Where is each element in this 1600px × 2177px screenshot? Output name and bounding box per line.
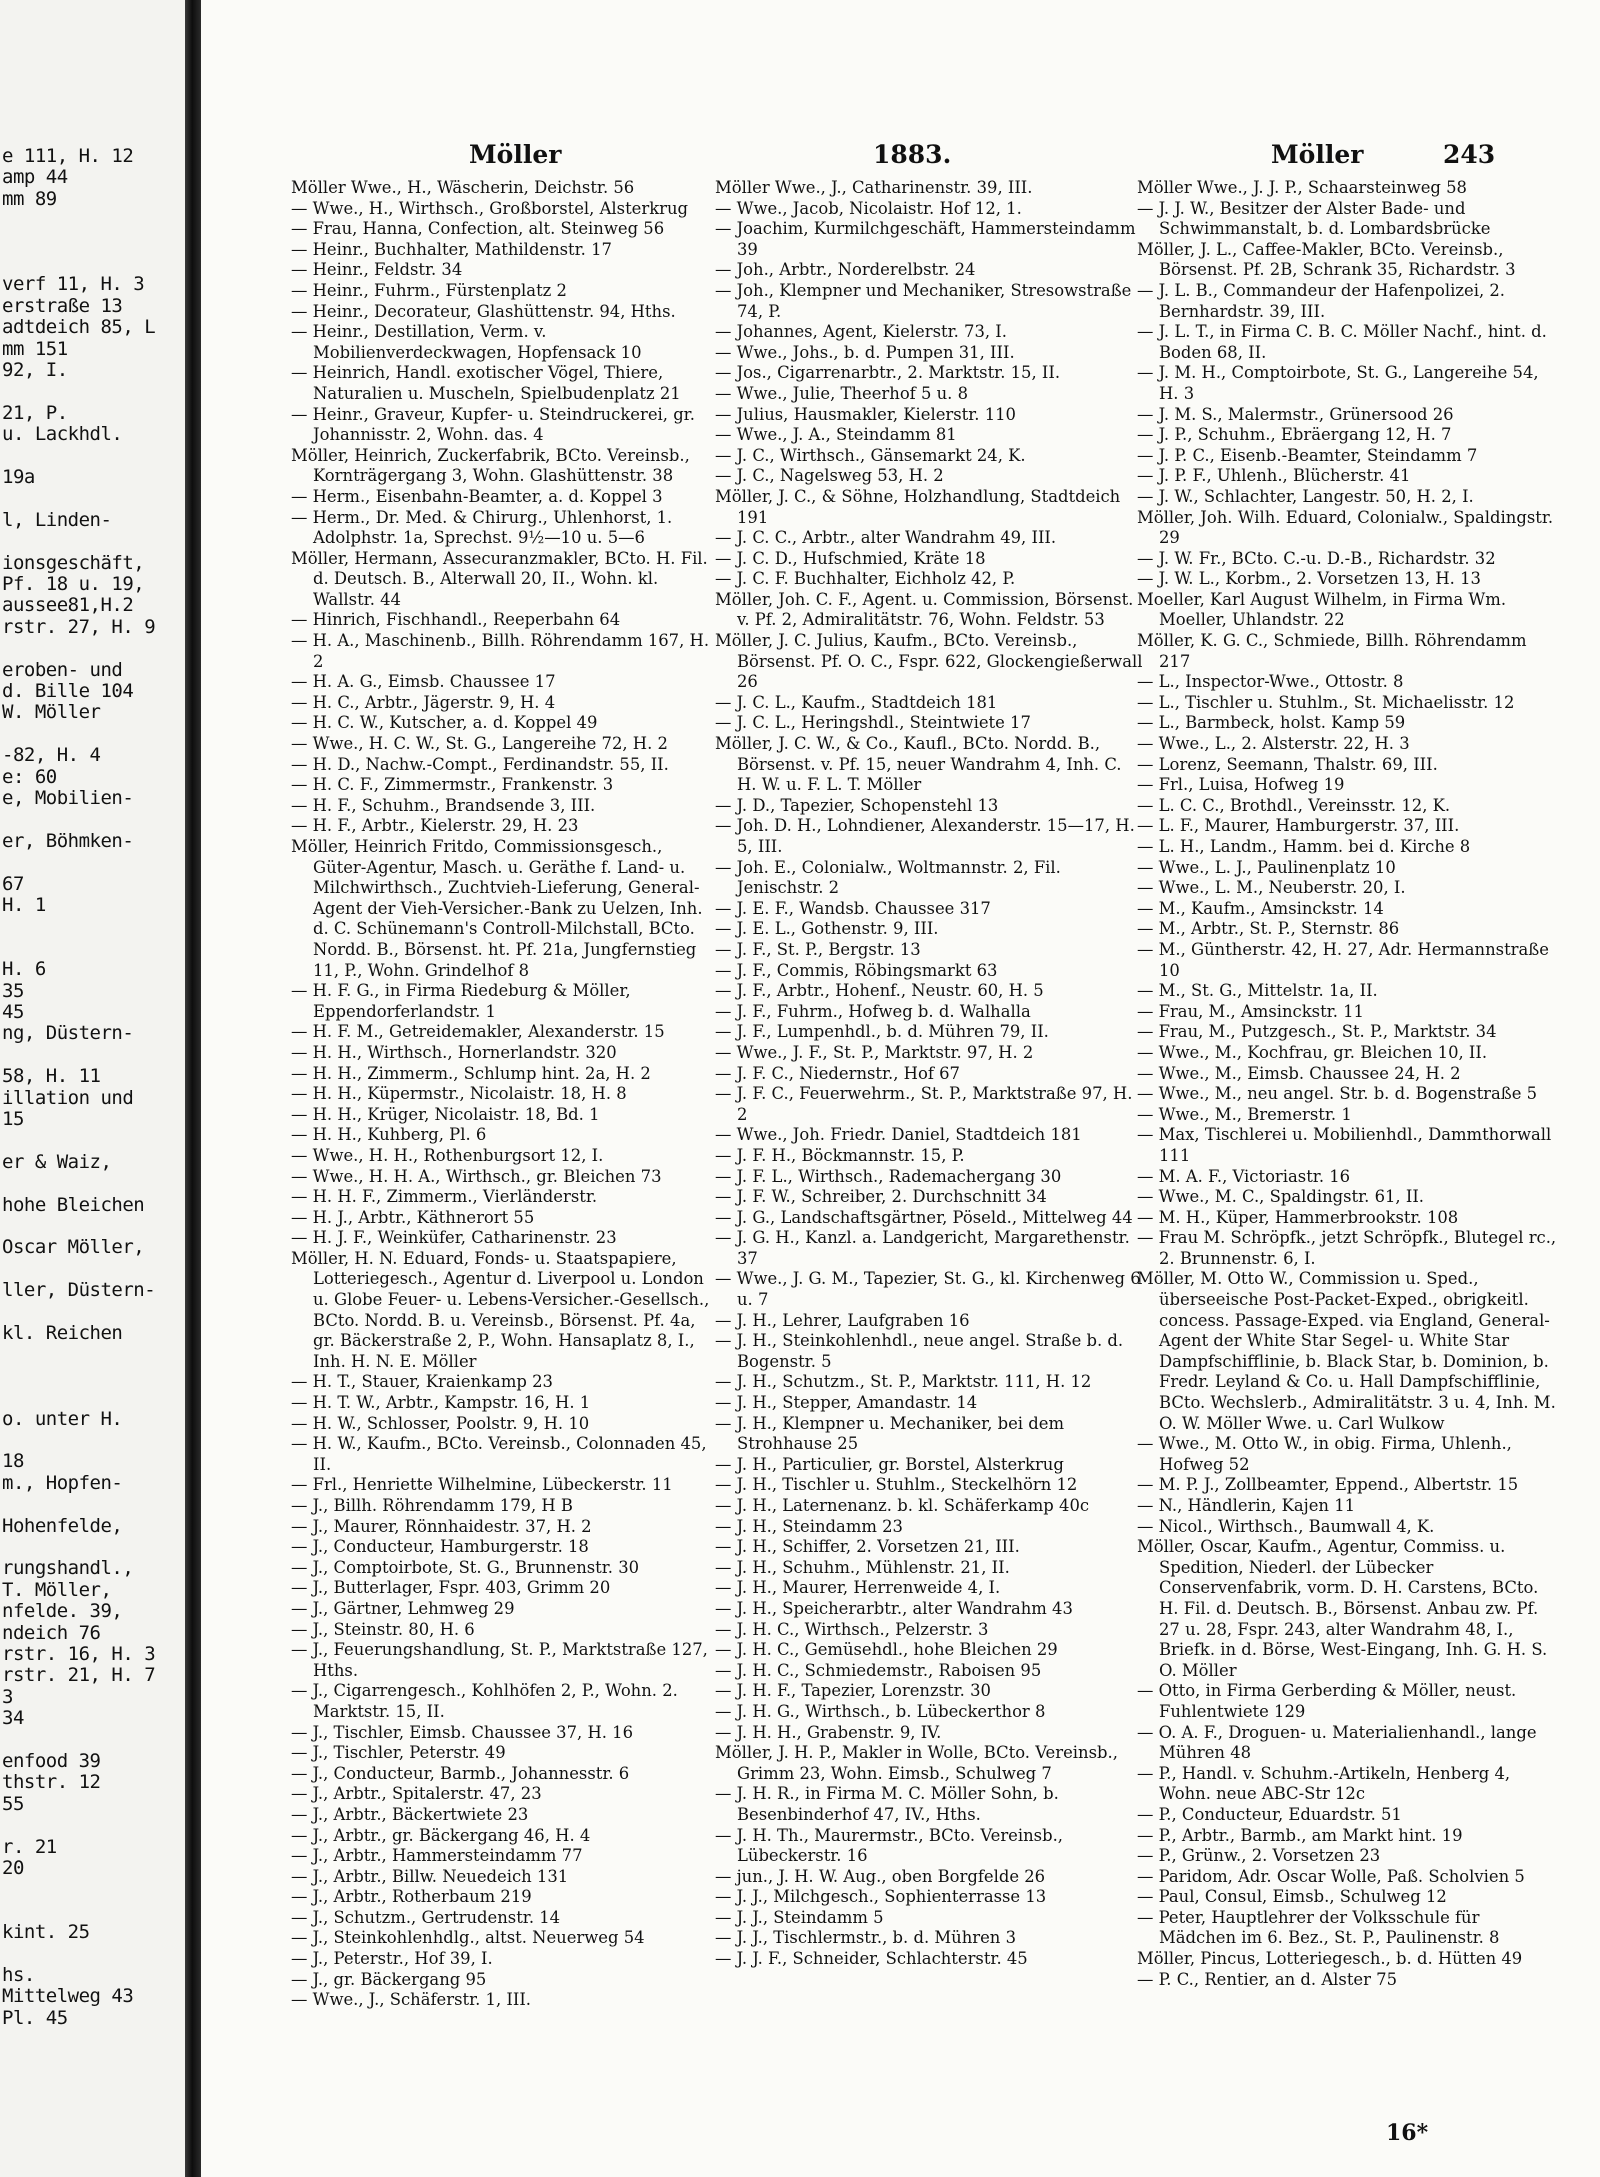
directory-entry: — J. H. H., Grabenstr. 9, IV. [715, 1722, 942, 1742]
directory-entry: — Johannes, Agent, Kielerstr. 73, I. [715, 322, 1007, 342]
left-page-text-fragment: rstr. 27, H. 9 [2, 615, 156, 638]
left-page-text-fragment: erstraße 13 [2, 294, 123, 317]
directory-entry: — H. J. F., Weinküfer, Catharinenstr. 23 [291, 1228, 617, 1248]
directory-entry: — H. C. W., Kutscher, a. d. Koppel 49 [291, 713, 598, 733]
directory-entry: — Heinrich, Handl. exotischer Vögel, Thiere, Naturalien u. Muscheln, Spielbudenplatz 21 [291, 363, 681, 403]
directory-entry: — H. C. F., Zimmermstr., Frankenstr. 3 [291, 775, 614, 795]
directory-entry: — Hinrich, Fischhandl., Reeperbahn 64 [291, 610, 621, 630]
directory-entry: — J., Comptoirbote, St. G., Brunnenstr. 30 [291, 1557, 640, 1577]
directory-entry: — J., Butterlager, Fspr. 403, Grimm 20 [291, 1578, 611, 1598]
directory-entry: — J. H. C., Wirthsch., Pelzerstr. 3 [715, 1619, 989, 1639]
directory-entry: — L. F., Maurer, Hamburgerstr. 37, III. [1137, 816, 1460, 836]
directory-entry: — H. A., Maschinenb., Billh. Röhrendamm 167, H. 2 [291, 631, 710, 671]
left-page-text-fragment: 34 [2, 1707, 24, 1730]
column-2 [715, 178, 1143, 2138]
directory-entry: — J., Peterstr., Hof 39, I. [291, 1949, 493, 1969]
directory-entry: — Herm., Eisenbahn-Beamter, a. d. Koppel 3 [291, 486, 663, 506]
directory-entry: — H. F. G., in Firma Riedeburg & Möller, Eppendorferlandstr. 1 [291, 981, 631, 1021]
directory-entry: — J. H., Particulier, gr. Borstel, Alsterkrug [715, 1454, 1064, 1474]
directory-entry: — J. H. G., Wirthsch., b. Lübeckerthor 8 [715, 1701, 1046, 1721]
directory-entry: — Frl., Henriette Wilhelmine, Lübeckerstr. 11 [291, 1475, 673, 1495]
left-page-text-fragment: e: 60 [2, 765, 57, 788]
directory-entry: — J. P. C., Eisenb.-Beamter, Steindamm 7 [1137, 445, 1478, 465]
directory-entry: — Wwe., L. M., Neuberstr. 20, I. [1137, 878, 1406, 898]
left-page-text-fragment: ndeich 76 [2, 1621, 101, 1644]
directory-entry: — J. H. R., in Firma M. C. Möller Sohn, b. Besenbinderhof 47, IV., Hths. [715, 1784, 1059, 1824]
directory-entry: — J. P., Schuhm., Ebräergang 12, H. 7 [1137, 425, 1452, 445]
directory-entry: — J. E. F., Wandsb. Chaussee 317 [715, 898, 991, 918]
directory-entry: Möller, Heinrich Fritdo, Commissionsgesch., Güter-Agentur, Masch. u. Geräthe f. Land- u. Milchwirthsch., Zuchtvieh-Lieferung, General-Agent der Vieh-Versicher.-Bank zu Uelzen, Inh. d. C. Schünemann's Controll-Milchstall, BCto. Nordd. B., Börsenst. ht. Pf. 21a, Jungfernstieg 11, P., Wohn. Grindelhof 8 [291, 837, 703, 980]
directory-entry: — H. H., Kuhberg, Pl. 6 [291, 1125, 487, 1145]
directory-entry: — Herm., Dr. Med. & Chirurg., Uhlenhorst, 1. Adolphstr. 1a, Sprechst. 9½—10 u. 5—6 [291, 507, 673, 548]
directory-entry: — J., Steinkohlenhdlg., altst. Neuerweg 54 [291, 1928, 645, 1948]
left-page-text-fragment: 67 [2, 872, 24, 895]
left-page-text-fragment: ller, Düstern- [2, 1279, 156, 1302]
directory-entry: — H. T., Stauer, Kraienkamp 23 [291, 1372, 553, 1392]
directory-entry: — Frl., Luisa, Hofweg 19 [1137, 775, 1345, 795]
left-page-text-fragment: enfood 39 [2, 1750, 101, 1772]
directory-entry: — Wwe., J., Schäferstr. 1, III. [291, 1990, 532, 2010]
directory-entry: — Wwe., M. C., Spaldingstr. 61, II. [1137, 1187, 1425, 1207]
directory-entry: — J., Conducteur, Barmb., Johannesstr. 6 [291, 1763, 630, 1783]
directory-entry: — Frau, Hanna, Confection, alt. Steinweg 56 [291, 219, 665, 239]
directory-entry: Möller, H. N. Eduard, Fonds- u. Staatspapiere, Lotteriegesch., Agentur d. Liverpool u. London u. Globe Feuer- u. Lebens-Versicher.-Gesellsch., BCto. Nordd. B. u. Vereinsb., Börsenst. Pf. 4a, gr. Bäckerstraße 2, P., Wohn. Hansaplatz 8, I., Inh. H. N. E. Möller [291, 1248, 710, 1371]
left-page-text-fragment: eroben- und [2, 658, 123, 681]
directory-entry: Möller, Pincus, Lotteriegesch., b. d. Hütten 49 [1137, 1949, 1523, 1969]
left-page-text-fragment: 45 [2, 1001, 24, 1023]
directory-entry: — J., Arbtr., Billw. Neuedeich 131 [291, 1866, 569, 1886]
directory-entry: — L. H., Landm., Hamm. bei d. Kirche 8 [1137, 837, 1471, 856]
directory-entry: — O. A. F., Droguen- u. Materialienhandl., lange Mühren 48 [1137, 1722, 1537, 1763]
directory-entry: — J. H., Speicherarbtr., alter Wandrahm 43 [715, 1598, 1073, 1618]
directory-entry: — Wwe., H. C. W., St. G., Langereihe 72, H. 2 [291, 734, 668, 754]
directory-entry: Möller, K. G. C., Schmiede, Billh. Röhrendamm 217 [1137, 631, 1527, 671]
directory-entry: — H. H., Zimmerm., Schlump hint. 2a, H. 2 [291, 1063, 651, 1083]
directory-entry: — J. H., Laternenanz. b. kl. Schäferkamp 40c [715, 1496, 1090, 1515]
directory-entry: — J. W., Schlachter, Langestr. 50, H. 2, I. [1137, 486, 1474, 506]
directory-entry: — Wwe., H. H. A., Wirthsch., gr. Bleichen 73 [291, 1166, 662, 1186]
directory-entry: — Wwe., Johs., b. d. Pumpen 31, III. [715, 342, 1015, 362]
directory-entry: — H. A. G., Eimsb. Chaussee 17 [291, 672, 556, 692]
directory-entry: — H. W., Kaufm., BCto. Vereinsb., Colonnaden 45, II. [291, 1434, 707, 1474]
directory-entry: — L., Inspector-Wwe., Ottostr. 8 [1137, 672, 1404, 692]
left-page-text-fragment: W. Möller [2, 701, 101, 724]
left-page-text-fragment: illation und [2, 1086, 134, 1109]
directory-entry: — J. M. H., Comptoirbote, St. G., Langereihe 54, H. 3 [1137, 363, 1539, 403]
directory-entry: Moeller, Karl August Wilhelm, in Firma Wm. Moeller, Uhlandstr. 22 [1137, 589, 1507, 630]
directory-entry: — J. J., Tischlermstr., b. d. Mühren 3 [715, 1928, 1016, 1948]
directory-entry: — J. P. F., Uhlenh., Blücherstr. 41 [1137, 466, 1411, 486]
left-page-text-fragment: 15 [2, 1108, 24, 1130]
directory-entry: — Lorenz, Seemann, Thalstr. 69, III. [1137, 754, 1438, 774]
directory-entry: — J. D., Tapezier, Schopenstehl 13 [715, 795, 999, 815]
directory-entry: — J. H. Th., Maurermstr., BCto. Vereinsb., Lübeckerstr. 16 [715, 1825, 1064, 1866]
directory-entry: — J., Steinstr. 80, H. 6 [291, 1619, 475, 1639]
directory-entry: — J. H., Schuhm., Mühlenstr. 21, II. [715, 1557, 1010, 1577]
directory-page [201, 0, 1600, 2177]
left-page-text-fragment: amp 44 [2, 166, 68, 189]
left-page-text-fragment: kint. 25 [2, 1921, 90, 1944]
directory-entry: — J. J. W., Besitzer der Alster Bade- und Schwimmanstalt, b. d. Lombardsbrücke [1137, 198, 1491, 239]
directory-entry: — Wwe., J. A., Steindamm 81 [715, 425, 957, 445]
page-number: 243 [1443, 140, 1496, 169]
directory-entry: Möller, Joh. C. F., Agent. u. Commission, Börsenst. v. Pf. 2, Admiralitätstr. 76, Wohn. Feldstr. 53 [715, 589, 1134, 630]
directory-entry: Möller, Joh. Wilh. Eduard, Colonialw., Spaldingstr. 29 [1137, 507, 1554, 548]
left-page-fragment [0, 0, 185, 2177]
directory-entry: — J. H. C., Gemüsehdl., hohe Bleichen 29 [715, 1640, 1058, 1660]
header-right-keyword: Möller [1271, 140, 1364, 169]
directory-entry: — J. H., Stepper, Amandastr. 14 [715, 1393, 978, 1413]
directory-entry: — J. F., Fuhrm., Hofweg b. d. Walhalla [715, 1001, 1031, 1021]
directory-entry: — Wwe., Julie, Theerhof 5 u. 8 [715, 383, 969, 403]
directory-entry: — J. C. C., Arbtr., alter Wandrahm 49, III. [715, 528, 1057, 548]
directory-entry: — J., Arbtr., Bäckertwiete 23 [291, 1804, 529, 1824]
left-page-text-fragment: rstr. 16, H. 3 [2, 1643, 156, 1665]
left-page-text-fragment: u. Lackhdl. [2, 423, 123, 446]
directory-entry: — J. F., St. P., Bergstr. 13 [715, 939, 921, 959]
directory-entry: — J., Cigarrengesch., Kohlhöfen 2, P., Wohn. 2. Marktstr. 15, II. [291, 1681, 678, 1721]
directory-entry: — Wwe., J. G. M., Tapezier, St. G., kl. Kirchenweg 6 u. 7 [715, 1269, 1141, 1310]
left-page-text-fragment: thstr. 12 [2, 1771, 101, 1794]
left-page-text-fragment: mm 89 [2, 187, 57, 210]
directory-entry: — J. G. H., Kanzl. a. Landgericht, Margarethenstr. 37 [715, 1228, 1130, 1268]
directory-entry: — J. J., Steindamm 5 [715, 1907, 884, 1927]
directory-entry: — Heinr., Fuhrm., Fürstenplatz 2 [291, 280, 567, 300]
directory-entry: — H. F., Schuhm., Brandsende 3, III. [291, 795, 596, 815]
directory-entry: — M. A. F., Victoriastr. 16 [1137, 1166, 1351, 1186]
left-page-text-fragment: 19a [2, 466, 35, 488]
left-page-text-fragment: Oscar Möller, [2, 1236, 145, 1259]
directory-entry: — J. C., Nagelsweg 53, H. 2 [715, 466, 944, 486]
directory-entry: — H. F., Arbtr., Kielerstr. 29, H. 23 [291, 816, 579, 836]
directory-entry: — J. C. L., Heringshdl., Steintwiete 17 [715, 713, 1031, 733]
left-page-text-fragment: rstr. 21, H. 7 [2, 1664, 156, 1687]
directory-entry: — J., Maurer, Rönnhaidestr. 37, H. 2 [291, 1516, 592, 1536]
directory-entry: — Paridom, Adr. Oscar Wolle, Paß. Scholvien 5 [1137, 1866, 1525, 1886]
column-1 [291, 178, 711, 2138]
directory-entry: — Max, Tischlerei u. Mobilienhdl., Dammthorwall 111 [1137, 1125, 1552, 1165]
directory-entry: — P., Handl. v. Schuhm.-Artikeln, Henberg 4, Wohn. neue ABC-Str 12c [1137, 1763, 1511, 1804]
directory-entry: — Frau M. Schröpfk., jetzt Schröpfk., Blutegel rc., 2. Brunnenstr. 6, I. [1137, 1228, 1557, 1268]
left-page-text-fragment: aussee81,H.2 [2, 594, 134, 617]
directory-entry: — J. J. F., Schneider, Schlachterstr. 45 [715, 1949, 1028, 1969]
directory-entry: — Jos., Cigarrenarbtr., 2. Marktstr. 15, II. [715, 363, 1061, 383]
left-page-text-fragment: 58, H. 11 [2, 1065, 101, 1088]
directory-entry: — Heinr., Feldstr. 34 [291, 260, 463, 280]
directory-entry: — J. F., Commis, Röbingsmarkt 63 [715, 960, 998, 980]
left-page-text-fragment: e, Mobilien- [2, 787, 134, 809]
directory-entry: — H. C., Arbtr., Jägerstr. 9, H. 4 [291, 692, 556, 712]
page-header [201, 140, 1600, 176]
directory-entry: — N., Händlerin, Kajen 11 [1137, 1496, 1356, 1515]
directory-entry: — Wwe., M., neu angel. Str. b. d. Bogenstraße 5 [1137, 1084, 1538, 1104]
left-page-text-fragment: 3 [2, 1685, 13, 1708]
left-page-text-fragment: mm 151 [2, 337, 68, 360]
directory-entry: — M. H., Küper, Hammerbrookstr. 108 [1137, 1207, 1459, 1227]
directory-entry: — J. L. B., Commandeur der Hafenpolizei, 2. Bernhardstr. 39, III. [1137, 280, 1506, 321]
left-page-text-fragment: hs. [2, 1964, 35, 1986]
left-page-text-fragment: hohe Bleichen [2, 1193, 145, 1216]
directory-entry: Möller, J. C., & Söhne, Holzhandlung, Stadtdeich 191 [715, 486, 1121, 527]
directory-entry: — J. C. L., Kaufm., Stadtdeich 181 [715, 692, 998, 712]
directory-entry: — J., Arbtr., Rotherbaum 219 [291, 1887, 532, 1907]
directory-entry: — H. T. W., Arbtr., Kampstr. 16, H. 1 [291, 1393, 591, 1413]
directory-entry: — Paul, Consul, Eimsb., Schulweg 12 [1137, 1887, 1447, 1907]
directory-entry: — J., Schutzm., Gertrudenstr. 14 [291, 1907, 561, 1927]
directory-entry: — H. H., Krüger, Nicolaistr. 18, Bd. 1 [291, 1104, 600, 1124]
left-page-text-fragment: rungshandl., [2, 1557, 134, 1580]
header-left-keyword: Möller [469, 140, 562, 169]
left-page-text-fragment: d. Bille 104 [2, 680, 134, 702]
left-page-text-fragment: kl. Reichen [2, 1322, 123, 1344]
directory-entry: — J. W. L., Korbm., 2. Vorsetzen 13, H. 13 [1137, 569, 1481, 589]
directory-entry: — M., St. G., Mittelstr. 1a, II. [1137, 981, 1378, 1001]
directory-entry: — J. F. L., Wirthsch., Rademachergang 30 [715, 1166, 1062, 1186]
directory-entry: — P., Grünw., 2. Vorsetzen 23 [1137, 1846, 1381, 1866]
directory-entry: — P., Conducteur, Eduardstr. 51 [1137, 1804, 1402, 1824]
directory-entry: — J. F. W., Schreiber, 2. Durchschnitt 34 [715, 1187, 1047, 1207]
directory-entry: — Wwe., Joh. Friedr. Daniel, Stadtdeich 181 [715, 1125, 1082, 1145]
directory-entry: — M., Güntherstr. 42, H. 27, Adr. Hermannstraße 10 [1137, 939, 1549, 980]
left-page-text-fragment: 18 [2, 1450, 24, 1473]
directory-entry: — Joh., Klempner und Mechaniker, Stresowstraße 74, P. [715, 280, 1132, 321]
directory-entry: — Joh. E., Colonialw., Woltmannstr. 2, Fil. Jenischstr. 2 [715, 857, 1061, 898]
directory-entry: — Wwe., M., Eimsb. Chaussee 24, H. 2 [1137, 1063, 1461, 1083]
directory-entry: — J. H. C., Schmiedemstr., Raboisen 95 [715, 1660, 1042, 1680]
directory-entry: — J. W. Fr., BCto. C.-u. D.-B., Richardstr. 32 [1137, 548, 1496, 568]
left-page-text-fragment: o. unter H. [2, 1407, 123, 1430]
directory-entry: — H. H., Wirthsch., Hornerlandstr. 320 [291, 1042, 617, 1062]
directory-entry: — H. H., Küpermstr., Nicolaistr. 18, H. 8 [291, 1084, 627, 1104]
directory-entry: — P. C., Rentier, an d. Alster 75 [1137, 1969, 1398, 1989]
left-page-text-fragment: Pf. 18 u. 19, [2, 573, 145, 595]
directory-entry: — Heinr., Destillation, Verm. v. Mobilienverdeckwagen, Hopfensack 10 [291, 322, 642, 362]
directory-entry: — Wwe., M., Kochfrau, gr. Bleichen 10, II. [1137, 1042, 1488, 1062]
directory-entry: — L., Tischler u. Stuhlm., St. Michaelisstr. 12 [1137, 692, 1515, 712]
directory-entry: — J., Arbtr., Spitalerstr. 47, 23 [291, 1784, 542, 1804]
directory-entry: — Heinr., Graveur, Kupfer- u. Steindruckerei, gr. Johannisstr. 2, Wohn. das. 4 [291, 404, 695, 445]
directory-entry: Möller, Oscar, Kaufm., Agentur, Commiss. u. Spedition, Niederl. der Lübecker Conservenfabrik, vorm. D. H. Carstens, BCto. H. Fil. d. Deutsch. B., Börsenst. Anbau zw. Pf. 27 u. 28, Fspr. 243, alter Wandrahm 48, I., Briefk. in d. Börse, West-Eingang, Inh. G. H. S. O. Möller [1137, 1537, 1548, 1680]
directory-entry: — J., Conducteur, Hamburgerstr. 18 [291, 1537, 589, 1557]
left-page-text-fragment: 55 [2, 1792, 24, 1815]
directory-entry: — M., Arbtr., St. P., Sternstr. 86 [1137, 919, 1400, 939]
left-page-text-fragment: -82, H. 4 [2, 744, 101, 767]
directory-entry: — J. H., Steindamm 23 [715, 1516, 903, 1536]
directory-entry: — jun., J. H. W. Aug., oben Borgfelde 26 [715, 1866, 1046, 1886]
directory-entry: — M., Kaufm., Amsinckstr. 14 [1137, 898, 1384, 918]
left-page-text-fragment: e 111, H. 12 [2, 145, 134, 167]
directory-entry: — Wwe., M., Bremerstr. 1 [1137, 1104, 1352, 1124]
directory-entry: — H. H. F., Zimmerm., Vierländerstr. [291, 1187, 598, 1207]
directory-entry: — J. C., Wirthsch., Gänsemarkt 24, K. [715, 445, 1026, 465]
directory-entry: Möller Wwe., J. J. P., Schaarsteinweg 58 [1137, 178, 1467, 197]
directory-entry: — J. H. F., Tapezier, Lorenzstr. 30 [715, 1681, 991, 1701]
directory-entry: — Wwe., L., 2. Alsterstr. 22, H. 3 [1137, 734, 1410, 754]
signature-mark: 16* [1386, 2120, 1429, 2146]
directory-entry: — Wwe., H. H., Rothenburgsort 12, I. [291, 1145, 604, 1165]
directory-entry: — Wwe., M. Otto W., in obig. Firma, Uhlenh., Hofweg 52 [1137, 1434, 1512, 1474]
directory-entry: — J., Gärtner, Lehmweg 29 [291, 1598, 515, 1618]
directory-entry: — J., Arbtr., Hammersteindamm 77 [291, 1846, 583, 1866]
directory-entry: Möller Wwe., J., Catharinenstr. 39, III. [715, 178, 1033, 197]
directory-entry: Möller, J. C. W., & Co., Kaufl., BCto. Nordd. B., Börsenst. v. Pf. 15, neuer Wandrahm 4, Inh. C. H. W. u. F. L. T. Möller [715, 734, 1122, 795]
left-page-text-fragment: r. 21 [2, 1835, 57, 1858]
directory-entry: — J., Billh. Röhrendamm 179, H B [291, 1496, 573, 1515]
directory-entry: — J. L. T., in Firma C. B. C. Möller Nachf., hint. d. Boden 68, II. [1137, 322, 1547, 362]
directory-entry: — J., Arbtr., gr. Bäckergang 46, H. 4 [291, 1825, 591, 1845]
directory-entry: — J. C. F. Buchhalter, Eichholz 42, P. [715, 569, 1016, 589]
directory-entry: — J. G., Landschaftsgärtner, Pöseld., Mittelweg 44 [715, 1207, 1133, 1227]
left-page-text-fragment: verf 11, H. 3 [2, 273, 145, 296]
left-page-text-fragment: 20 [2, 1857, 24, 1879]
directory-entry: — L., Barmbeck, holst. Kamp 59 [1137, 713, 1406, 733]
directory-entry: — Wwe., H., Wirthsch., Großborstel, Alsterkrug [291, 198, 689, 218]
directory-entry: — Peter, Hauptlehrer der Volksschule für Mädchen im 6. Bez., St. P., Paulinenstr. 8 [1137, 1907, 1500, 1948]
directory-entry: — J., Tischler, Peterstr. 49 [291, 1743, 506, 1763]
directory-entry: — J. F. C., Feuerwehrm., St. P., Marktstraße 97, H. 2 [715, 1084, 1133, 1124]
directory-entry: Möller, M. Otto W., Commission u. Sped., überseeische Post-Packet-Exped., obrigkeitl. concess. Passage-Exped. via England, General-Agent der White Star Segel- u. White Star Dampfschifflinie, b. Black Star, b. Dominion, b. Fredr. Leyland & Co. u. Hall Dampfschifflinie, BCto. Wechslerb., Admiralitätstr. 3 u. 4, Inh. M. O. W. Möller Wwe. u. Carl Wulkow [1137, 1269, 1556, 1433]
left-page-text-fragment: 35 [2, 979, 24, 1002]
directory-entry: — J. F. C., Niedernstr., Hof 67 [715, 1063, 960, 1083]
directory-entry: — H. W., Schlosser, Poolstr. 9, H. 10 [291, 1413, 590, 1433]
directory-entry: — J. H., Steinkohlenhdl., neue angel. Straße b. d. Bogenstr. 5 [715, 1331, 1124, 1371]
directory-entry: — Wwe., J. F., St. P., Marktstr. 97, H. 2 [715, 1042, 1034, 1062]
left-page-text-fragment: l, Linden- [2, 508, 112, 531]
left-page-text-fragment: nfelde. 39, [2, 1600, 123, 1623]
directory-entry: — Frau, M., Putzgesch., St. P., Marktstr. 34 [1137, 1022, 1497, 1042]
directory-entry: — Wwe., Jacob, Nicolaistr. Hof 12, 1. [715, 198, 1022, 218]
left-page-text-fragment: 21, P. [2, 401, 68, 424]
directory-entry: — J. J., Milchgesch., Sophienterrasse 13 [715, 1887, 1047, 1907]
left-page-text-fragment: adtdeich 85, L [2, 316, 156, 339]
directory-entry: — J. H., Schutzm., St. P., Marktstr. 111, H. 12 [715, 1372, 1092, 1392]
left-page-text-fragment: ng, Düstern- [2, 1022, 134, 1045]
header-year: 1883. [873, 140, 952, 169]
left-page-text-fragment: Mittelweg 43 [2, 1985, 134, 2008]
directory-entry: Möller, J. H. P., Makler in Wolle, BCto. Vereinsb., Grimm 23, Wohn. Eimsb., Schulweg 7 [715, 1743, 1118, 1783]
directory-entry: — J. C. D., Hufschmied, Kräte 18 [715, 548, 986, 568]
directory-entry: — Joh., Arbtr., Norderelbstr. 24 [715, 260, 976, 280]
directory-entry: Möller, J. C. Julius, Kaufm., BCto. Vereinsb., Börsenst. Pf. O. C., Fspr. 622, Glockengießerwall 26 [715, 631, 1143, 692]
directory-entry: Möller, J. L., Caffee-Makler, BCto. Vereinsb., Börsenst. Pf. 2B, Schrank 35, Richardstr. 3 [1137, 239, 1516, 280]
directory-entry: — J. M. S., Malermstr., Grünersood 26 [1137, 404, 1454, 424]
directory-entry: — J. H., Maurer, Herrenweide 4, I. [715, 1578, 1001, 1598]
left-page-text-fragment: ionsgeschäft, [2, 551, 145, 574]
directory-entry: — Heinr., Buchhalter, Mathildenstr. 17 [291, 239, 612, 259]
directory-entry: — Joachim, Kurmilchgeschäft, Hammersteindamm 39 [715, 219, 1136, 259]
directory-entry: Möller, Hermann, Assecuranzmakler, BCto. H. Fil. d. Deutsch. B., Alterwall 20, II., Wohn. kl. Wallstr. 44 [291, 548, 708, 609]
left-page-text-fragment: 92, I. [2, 359, 68, 381]
left-page-text-fragment: er, Böhmken- [2, 829, 134, 852]
directory-entry: — J., gr. Bäckergang 95 [291, 1969, 487, 1989]
directory-entry: — Nicol., Wirthsch., Baumwall 4, K. [1137, 1516, 1435, 1536]
directory-entry: — J. H., Lehrer, Laufgraben 16 [715, 1310, 970, 1330]
directory-entry: — J. F., Arbtr., Hohenf., Neustr. 60, H. 5 [715, 981, 1044, 1001]
directory-entry: Möller, Heinrich, Zuckerfabrik, BCto. Vereinsb., Kornträgergang 3, Wohn. Glashüttenstr. 38 [291, 445, 690, 486]
directory-entry: — L. C. C., Brothdl., Vereinsstr. 12, K. [1137, 795, 1451, 815]
directory-entry: Möller Wwe., H., Wäscherin, Deichstr. 56 [291, 178, 635, 197]
directory-entry: — Julius, Hausmakler, Kielerstr. 110 [715, 404, 1016, 424]
left-page-text-fragment: H. 1 [2, 894, 46, 916]
directory-entry: — J. E. L., Gothenstr. 9, III. [715, 919, 939, 939]
directory-entry: — Frau, M., Amsinckstr. 11 [1137, 1001, 1364, 1021]
directory-entry: — H. F. M., Getreidemakler, Alexanderstr. 15 [291, 1022, 665, 1042]
column-3 [1137, 178, 1557, 2138]
left-page-text-fragment: H. 6 [2, 958, 46, 981]
directory-entry: — J. H., Schiffer, 2. Vorsetzen 21, III. [715, 1537, 1020, 1557]
directory-entry: — P., Arbtr., Barmb., am Markt hint. 19 [1137, 1825, 1463, 1845]
left-page-text-fragment: m., Hopfen- [2, 1471, 123, 1494]
directory-entry: — J. H., Klempner u. Mechaniker, bei dem Strohhause 25 [715, 1413, 1064, 1454]
directory-entry: — J., Tischler, Eimsb. Chaussee 37, H. 16 [291, 1722, 634, 1742]
left-page-text-fragment: Hohenfelde, [2, 1514, 123, 1537]
left-page-text-fragment: Pl. 45 [2, 2006, 68, 2029]
directory-entry: — H. J., Arbtr., Käthnerort 55 [291, 1207, 535, 1227]
directory-entry: — H. D., Nachw.-Compt., Ferdinandstr. 55, II. [291, 754, 669, 774]
directory-entry: — Wwe., L. J., Paulinenplatz 10 [1137, 857, 1396, 877]
directory-entry: — Joh. D. H., Lohndiener, Alexanderstr. 15—17, H. 5, III. [715, 816, 1135, 856]
directory-entry: — M. P. J., Zollbeamter, Eppend., Albertstr. 15 [1137, 1475, 1519, 1495]
directory-entry: — J. H., Tischler u. Stuhlm., Steckelhörn 12 [715, 1475, 1078, 1495]
directory-entry: — Heinr., Decorateur, Glashüttenstr. 94, Hths. [291, 301, 676, 321]
left-page-text-fragment: er & Waiz, [2, 1150, 112, 1173]
directory-entry: — Otto, in Firma Gerberding & Möller, neust. Fuhlentwiete 129 [1137, 1681, 1517, 1721]
directory-entry: — J., Feuerungshandlung, St. P., Marktstraße 127, Hths. [291, 1640, 708, 1680]
left-page-text-fragment: T. Möller, [2, 1578, 112, 1601]
book-gutter [185, 0, 201, 2177]
directory-entry: — J. F., Lumpenhdl., b. d. Mühren 79, II. [715, 1022, 1049, 1042]
directory-entry: — J. F. H., Böckmannstr. 15, P. [715, 1145, 965, 1165]
